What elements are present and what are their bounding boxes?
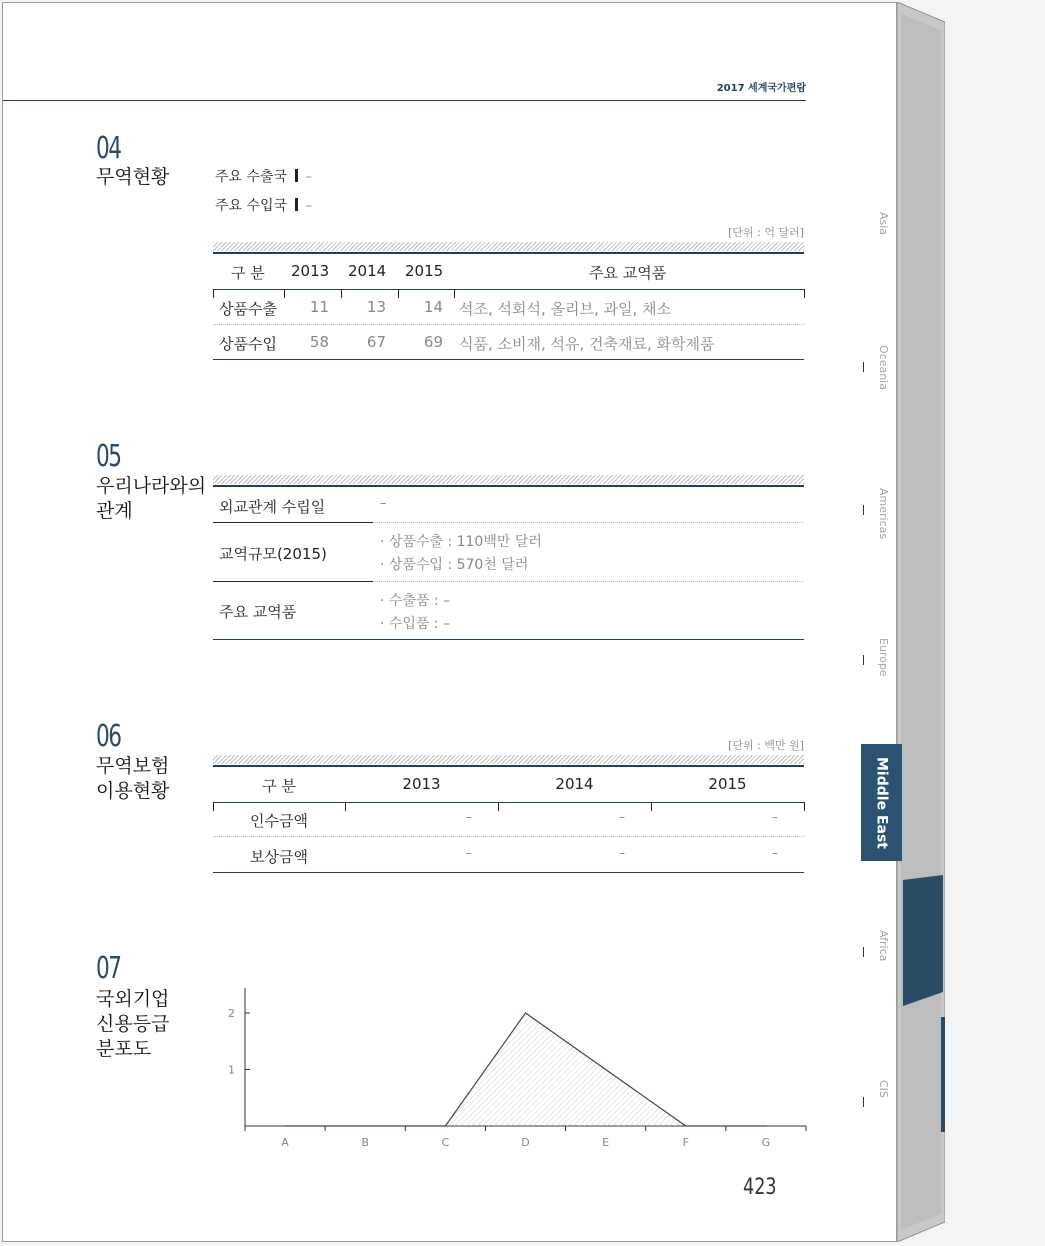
region-tab-asia[interactable]: Asia	[877, 212, 890, 236]
region-tab-oceania[interactable]: Oceania	[877, 345, 890, 390]
region-tab-cis[interactable]: CIS	[877, 1080, 890, 1098]
x-tick-label: B	[361, 1136, 369, 1148]
table-top-rule	[213, 765, 804, 767]
table-bottom-rule	[213, 639, 804, 640]
book-title: 2017 세계국가편람	[716, 83, 806, 94]
section-title-credit	[96, 987, 169, 1062]
col-tick	[804, 802, 805, 811]
row-label: 교역규모(2015)	[219, 545, 327, 563]
cell-value: 58	[309, 333, 329, 351]
label-divider	[213, 581, 373, 582]
col-tick	[398, 289, 399, 298]
row-label: 외교관계 수립일	[219, 498, 326, 516]
x-tick-label: E	[602, 1136, 610, 1148]
cell-value: –	[772, 810, 778, 824]
main-import-countries	[215, 195, 312, 215]
title-line: 신용등급	[96, 1013, 170, 1035]
cell-value: –	[466, 846, 472, 860]
insurance-header-2015: 2015	[708, 775, 747, 793]
insurance-header-2013: 2013	[402, 775, 441, 793]
section-title-trade: 무역현황	[96, 166, 170, 188]
y-tick-label: 2	[228, 1006, 235, 1020]
section-number-06: 06	[96, 719, 121, 754]
row-divider	[373, 581, 804, 582]
page-number: 423	[743, 1175, 777, 1200]
table-bottom-rule	[213, 872, 804, 873]
insurance-header-2014: 2014	[555, 775, 594, 793]
y-tick-label: 1	[228, 1063, 235, 1077]
x-tick-label: G	[761, 1136, 771, 1148]
row-value: · 수출품 : –	[380, 593, 451, 609]
trade-header-2015: 2015	[405, 262, 444, 280]
trade-header-2014: 2014	[348, 262, 387, 280]
trade-header-category: 구 분	[231, 264, 265, 282]
col-tick	[284, 289, 285, 298]
hatch-band	[213, 475, 804, 484]
main-export-value: –	[305, 169, 313, 185]
x-tick-label: D	[521, 1136, 530, 1148]
header-rule	[213, 802, 804, 803]
table-top-rule	[213, 485, 804, 487]
credit-rating-chart	[213, 988, 813, 1148]
cell-value: 13	[366, 298, 386, 316]
title-line: 이용현황	[96, 780, 170, 802]
tab-marker	[863, 1097, 864, 1107]
main-export-label: 주요 수출국	[215, 169, 288, 185]
region-tab-europe[interactable]: Europe	[877, 638, 890, 677]
row-divider	[213, 836, 804, 837]
book-page	[2, 2, 897, 1242]
row-divider	[373, 522, 804, 523]
main-import-value: –	[305, 198, 313, 214]
cell-items: 석조, 석회석, 올리브, 과일, 채소	[459, 300, 672, 318]
title-line: 국외기업	[96, 988, 170, 1010]
x-tick-label: C	[441, 1136, 450, 1148]
section-number-07: 07	[96, 951, 121, 986]
row-label: 주요 교역품	[219, 603, 297, 621]
cell-value: –	[619, 810, 625, 824]
row-label: 인수금액	[250, 812, 308, 830]
cell-value: –	[466, 810, 472, 824]
trade-unit-note: [단위 : 억 달러]	[728, 226, 804, 239]
label-divider	[213, 522, 373, 523]
cell-value: 14	[423, 298, 443, 316]
header-rule	[213, 289, 804, 290]
table-top-rule	[213, 252, 804, 254]
region-tab-americas[interactable]: Americas	[877, 488, 890, 540]
section-number-05: 05	[96, 439, 121, 474]
row-label: 보상금액	[250, 848, 308, 866]
x-tick-label: F	[682, 1136, 689, 1148]
trade-header-2013: 2013	[291, 262, 330, 280]
book-edge	[897, 2, 945, 1242]
col-tick	[341, 289, 342, 298]
insurance-header-category: 구 분	[262, 777, 296, 795]
row-value: –	[380, 496, 387, 511]
row-divider	[213, 324, 804, 325]
row-value: · 수입품 : –	[380, 616, 451, 632]
section-title-insurance	[96, 754, 169, 804]
area-fill	[285, 1013, 766, 1126]
row-label: 상품수입	[219, 335, 277, 353]
header-rule	[3, 100, 806, 101]
cell-value: 67	[366, 333, 386, 351]
title-line: 무역보험	[96, 755, 170, 777]
cell-value: 69	[423, 333, 443, 351]
row-value: · 상품수입 : 570천 달러	[380, 557, 529, 573]
separator-bar	[295, 169, 298, 182]
region-tab-africa[interactable]: Africa	[877, 930, 890, 962]
insurance-unit-note: [단위 : 백만 원]	[728, 739, 804, 752]
col-tick	[804, 289, 805, 298]
separator-bar	[295, 198, 298, 211]
region-tab-middle-east[interactable]: Middle East	[861, 744, 902, 861]
section-number-04: 04	[96, 131, 121, 166]
edge-tab-marker	[903, 875, 943, 1006]
title-line: 분포도	[96, 1038, 152, 1060]
cell-value: –	[619, 846, 625, 860]
table-bottom-rule	[213, 359, 804, 360]
main-import-label: 주요 수입국	[215, 198, 288, 214]
row-label: 상품수출	[219, 300, 277, 318]
title-line: 관계	[96, 500, 133, 522]
cell-value: –	[772, 846, 778, 860]
row-value: · 상품수출 : 110백만 달러	[380, 534, 542, 550]
title-line: 우리나라와의	[96, 475, 207, 497]
main-export-countries	[215, 166, 312, 186]
cell-value: 11	[309, 298, 329, 316]
hatch-band	[213, 755, 804, 764]
cell-items: 식품, 소비재, 석유, 건축재료, 화학제품	[459, 335, 715, 353]
hatch-band	[213, 242, 804, 251]
section-title-relations	[96, 474, 206, 524]
trade-header-items: 주요 교역품	[589, 264, 667, 282]
x-tick-label: A	[281, 1136, 289, 1148]
col-tick	[213, 289, 214, 298]
col-tick	[454, 289, 455, 298]
